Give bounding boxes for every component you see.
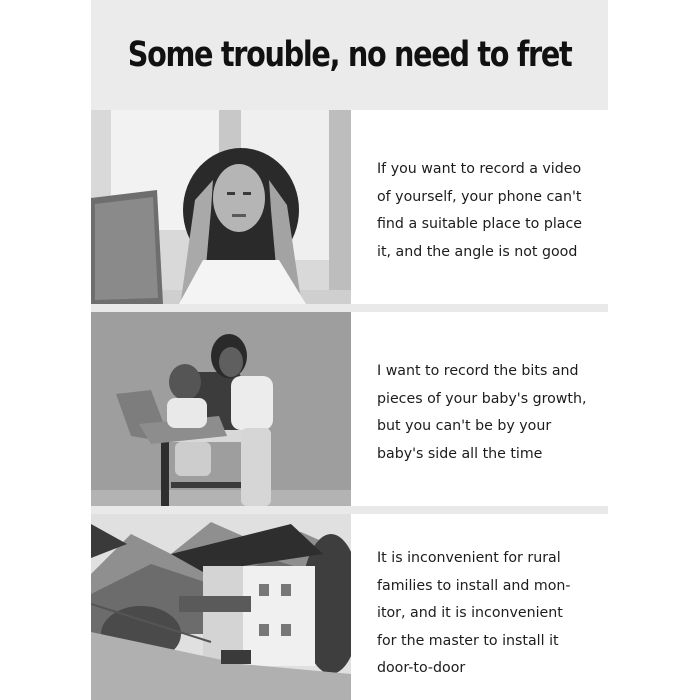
trouble-section-3	[91, 514, 608, 700]
children-at-high-chair-photo	[91, 312, 351, 506]
trouble-text-1: If you want to record a video of yourself, your phone can't find a suitable place to place it, and the angle is not good	[377, 161, 583, 260]
page-title: Some trouble, no need to fret	[127, 35, 572, 75]
section-divider	[91, 304, 608, 312]
trouble-section-1	[91, 110, 608, 304]
trouble-text-2: I want to record the bits and pieces of your baby's growth, but you can't be by your baby's side all the time	[377, 363, 587, 462]
rural-house-mountains-photo	[91, 514, 351, 700]
trouble-section-2	[91, 312, 608, 506]
header-banner	[91, 0, 608, 110]
stressed-woman-at-laptop-photo	[91, 110, 351, 304]
section-divider	[91, 506, 608, 514]
trouble-text-3: It is inconvenient for rural families to install and mon- itor, and it is inconvenient for the master to install it door-to-door	[377, 550, 571, 676]
product-detail-panel	[91, 0, 608, 700]
